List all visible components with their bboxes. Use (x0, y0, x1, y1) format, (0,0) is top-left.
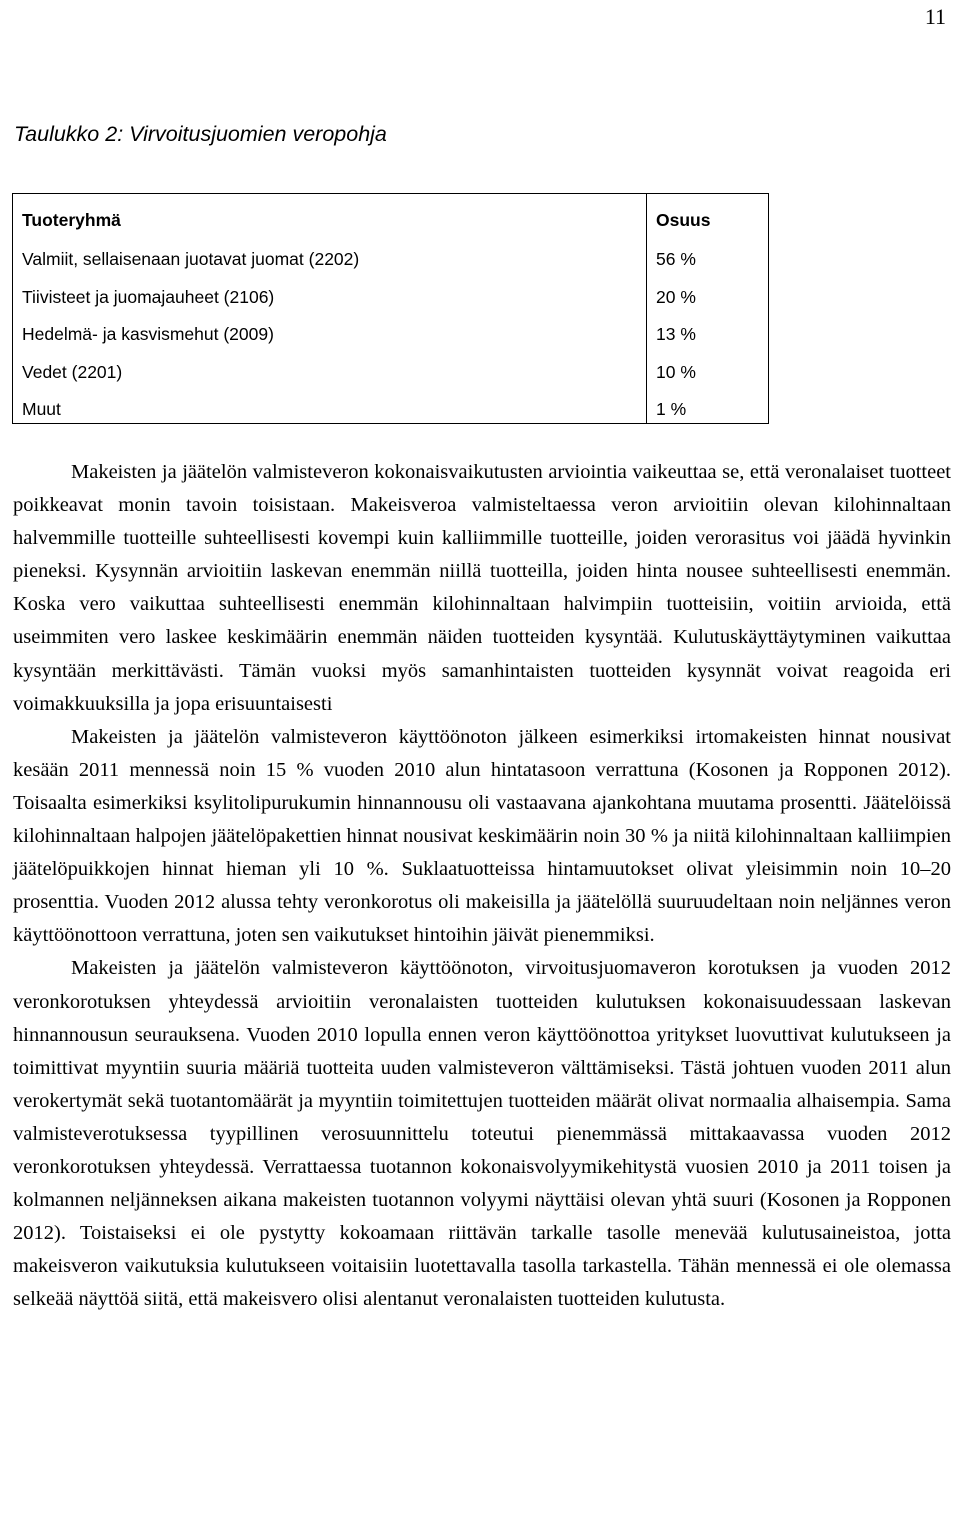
row-share: 20 % (656, 287, 696, 307)
header-share: Osuus (656, 210, 711, 230)
paragraph: Makeisten ja jäätelön valmisteveron käyttöönoton jälkeen esimerkiksi irtomakeisten hinnat nousivat kesään 2011 mennessä noin 15 % vuoden 2010 alun hintatasoon verrattuna (Kosonen ja Ropponen 2012). Toisaalta esimerkiksi ksylitolipurukumin hinnannousu oli vastaavana ajankohtana muutama prosentti. Jäätelöissä kilohinnaltaan halpojen jäätelöpakettien hinnat nousivat keskimäärin noin 30 % ja niitä kilohinnaltaan kalliimpien jäätelöpuikkojen hinnat hieman yli 10 %. Suklaatuotteissa hintamuutokset olivat yleisimmin noin 10–20 prosenttia. Vuoden 2012 alussa tehty veronkorotus oli makeisilla ja jäätelöllä suuruudeltaan noin neljännes veron käyttöönottoon verrattuna, joten sen vaikutukset hintoihin jäivät pienemmiksi. (13, 725, 951, 947)
body-text (13, 456, 951, 1316)
paragraph: Makeisten ja jäätelön valmisteveron kokonaisvaikutusten arviointia vaikeuttaa se, että veronalaiset tuotteet poikkeavat monin tavoin toisistaan. Makeisveroa valmisteltaessa veron arvioitiin olevan kilohinnaltaan halvemmille tuotteille suhteellisesti kovempi kuin kalliimmille tuotteille, joiden verorasitus voi jäädä hyvinkin pieneksi. Kysynnän arvioitiin laskevan enemmän niillä tuotteilla, joiden hinta nousee suhteellisesti enemmän. Koska vero vaikuttaa suhteellisesti enemmän kilohinnaltaan halvimpiin tuotteisiin, voitiin arvioida, että useimmiten vero laskee keskimäärin enemmän näiden tuotteiden kysyntää. Kulutuskäyttäytyminen vaikuttaa kysyntään merkittävästi. Tämän vuoksi myös samanhintaisten tuotteiden kysynnät voivat reagoida eri voimakkuuksilla ja jopa erisuuntaisesti (13, 461, 951, 715)
header-product-group: Tuoteryhmä (22, 210, 121, 230)
paragraph: Makeisten ja jäätelön valmisteveron käyttöönoton, virvoitusjuomaveron korotuksen ja vuoden 2012 veronkorotuksen yhteydessä arvioitiin veronalaisten tuotteiden kulutuksen kokonaisuudessaan laskevan hinnannousun seurauksena. Vuoden 2010 lopulla ennen veron käyttöönottoa yritykset luovuttivat kulutukseen ja toimittivat myyntiin suuria määriä tuotteita uuden valmisteveron välttämiseksi. Tästä johtuen vuoden 2011 alun verokertymät sekä tuotantomäärät ja myyntiin toimitettujen tuotteiden määrät olivat normaalia alhaisempia. Sama valmisteverotuksessa tyypillinen verosuunnittelu toteutui pienemmässä mittakaavassa vuoden 2012 veronkorotuksen yhteydessä. Verrattaessa tuotannon kokonaisvolyymikehitystä vuosien 2010 ja 2011 toisen ja kolmannen neljänneksen aikana makeisten tuotannon volyymi näyttäisi olevan yhtä suuri (Kosonen ja Ropponen 2012). Toistaiseksi ei ole pystytty kokoamaan riittävän tarkalle tasolle menevää kulutusaineistoa, jotta makeisveron vaikutuksia kulutukseen voitaisiin luotettavalla tasolla tarkastella. Tähän mennessä ei ole olemassa selkeää näyttöä siitä, että makeisvero olisi alentanut veronalaisten tuotteiden kulutusta. (13, 957, 951, 1311)
row-product-group: Hedelmä- ja kasvismehut (2009) (22, 324, 274, 344)
row-product-group: Valmiit, sellaisenaan juotavat juomat (2202) (22, 249, 360, 269)
row-product-group: Tiivisteet ja juomajauheet (2106) (22, 287, 275, 307)
table-row (13, 353, 768, 391)
row-share: 56 % (656, 249, 696, 269)
table-row (13, 390, 768, 428)
table-row (13, 240, 768, 278)
row-product-group: Vedet (2201) (22, 362, 123, 382)
row-share: 13 % (656, 324, 696, 344)
row-product-group: Muut (22, 399, 61, 419)
row-share: 10 % (656, 362, 696, 382)
table-caption: Taulukko 2: Virvoitusjuomien veropohja (14, 122, 387, 146)
table-row (13, 315, 768, 353)
table-header-row (13, 201, 768, 239)
table-row (13, 278, 768, 316)
row-share: 1 % (656, 399, 687, 419)
page-number: 11 (924, 4, 946, 29)
tax-base-table (12, 193, 769, 424)
